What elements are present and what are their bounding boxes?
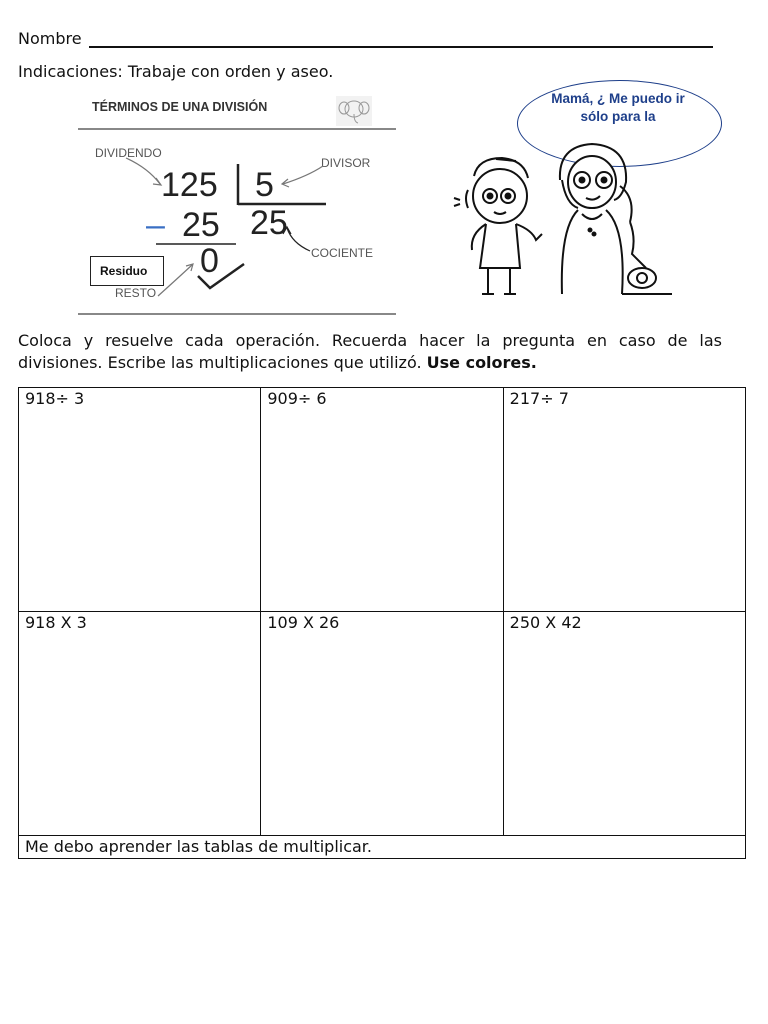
cociente-label: COCIENTE <box>311 246 374 260</box>
minus-sign: – <box>146 206 165 244</box>
dividendo-label: DIVIDENDO <box>95 146 162 160</box>
clipped-heading <box>88 1010 628 1024</box>
multiplication-row <box>19 612 746 836</box>
exercise-cell[interactable] <box>261 388 503 612</box>
exercise-label: 918 X 3 <box>25 613 87 632</box>
task-instructions-main: Coloca y resuelve cada operación. Recuerda hacer la pregunta en caso de las divisiones. Escribe las multiplicaciones que utilizó. <box>18 331 722 372</box>
exercise-cell[interactable] <box>503 612 745 836</box>
divisor-number: 5 <box>255 166 274 204</box>
exercise-label: 909÷ 6 <box>267 389 327 408</box>
exercise-label: 109 X 26 <box>267 613 340 632</box>
woman-on-phone-icon <box>560 144 672 294</box>
boy-on-phone-icon <box>454 158 542 294</box>
task-instructions-bold: Use colores. <box>426 353 537 372</box>
footer-row <box>19 836 746 859</box>
remainder-number: 0 <box>200 242 219 280</box>
exercise-cell[interactable] <box>261 612 503 836</box>
exercise-cell[interactable] <box>503 388 745 612</box>
divisor-label: DIVISOR <box>321 156 371 170</box>
division-row <box>19 388 746 612</box>
phone-call-illustration <box>450 138 680 298</box>
dividend-number: 125 <box>161 166 218 204</box>
name-underline <box>89 46 713 48</box>
exercise-grid <box>18 387 746 859</box>
speech-bubble-text: Mamá, ¿ Me puedo ir sólo para la <box>551 91 685 124</box>
task-instructions <box>18 330 722 374</box>
subtrahend-number: 25 <box>182 206 220 244</box>
exercise-cell[interactable] <box>19 388 261 612</box>
exercise-cell[interactable] <box>19 612 261 836</box>
residuo-box: Residuo <box>90 256 164 286</box>
exercise-label: 918÷ 3 <box>25 389 85 408</box>
elephant-logo-icon <box>336 96 372 130</box>
exercise-label: 217÷ 7 <box>509 389 569 408</box>
footer-note: Me debo aprender las tablas de multiplicar. <box>19 836 746 859</box>
instructions-text: Indicaciones: Trabaje con orden y aseo. <box>18 62 334 81</box>
resto-label: RESTO <box>115 286 157 300</box>
division-figure-title: TÉRMINOS DE UNA DIVISIÓN <box>92 100 268 114</box>
quotient-number: 25 <box>250 204 288 242</box>
exercise-label: 250 X 42 <box>509 613 582 632</box>
name-label: Nombre <box>18 29 82 48</box>
